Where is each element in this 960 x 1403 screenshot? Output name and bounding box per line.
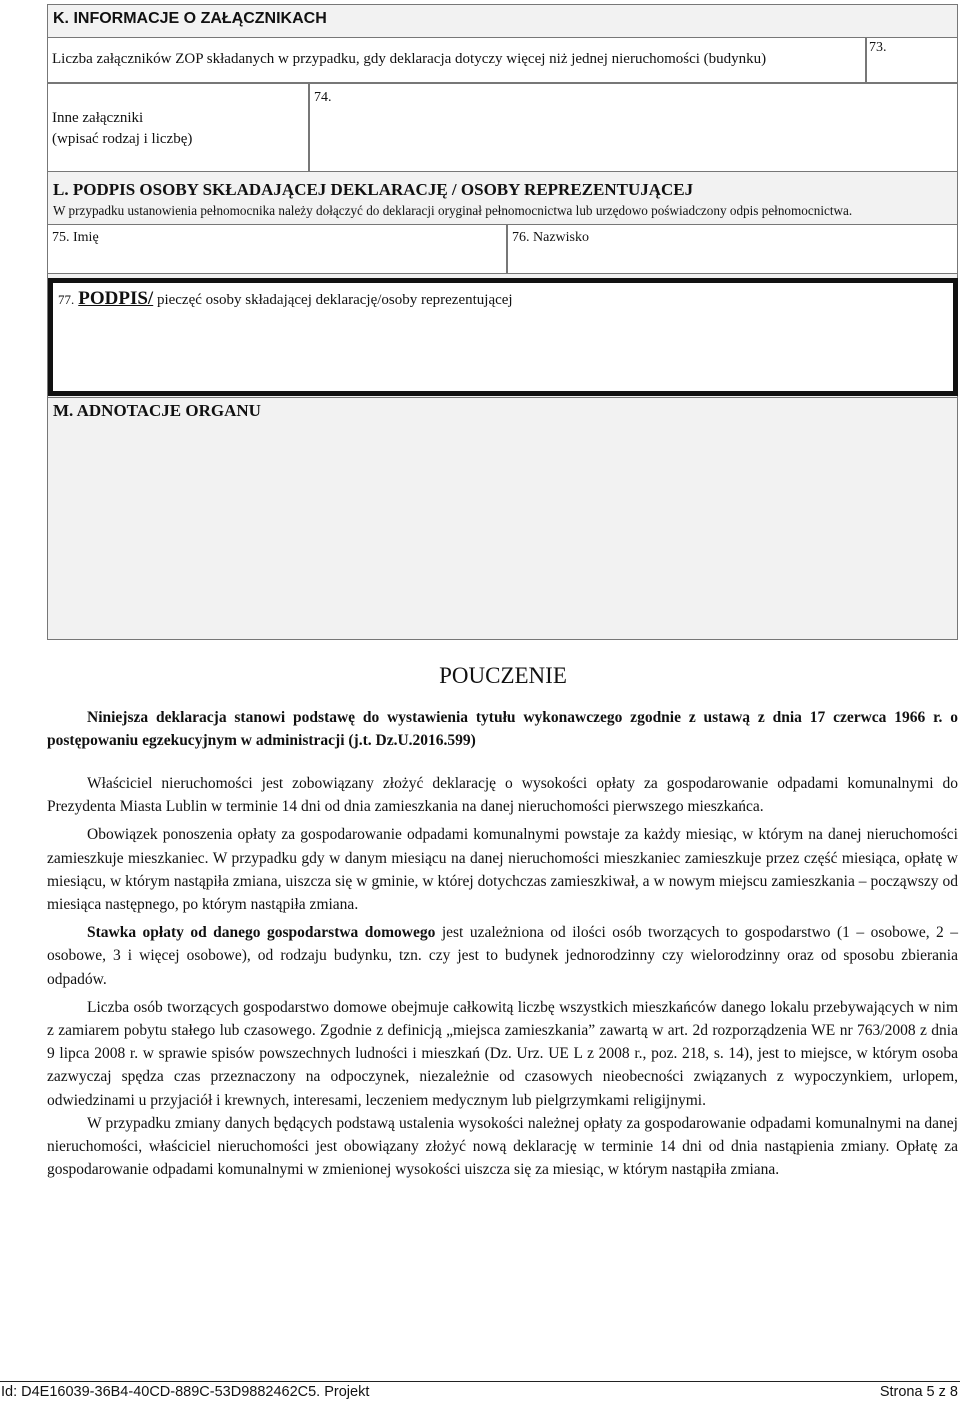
footer-page-number: Strona 5 z 8 xyxy=(879,1384,958,1400)
pouczenie-intro xyxy=(47,706,958,752)
other-attachments-label-box xyxy=(47,83,309,172)
pouczenie-paragraph-5: W przypadku zmiany danych będących podstawą ustalenia wysokości należnej opłaty za gospodarowanie odpadami komunalnymi na danej nieruchomości, właściciel nieruchomości jest obowiązany złożyć nową deklarację w terminie 14 dni od dnia nastąpienia zmiany. Opłatę za gospodarowanie odpadami komunalnymi w zmienionej wysokości uiszcza się za miesiąc, w którym nastąpiła zmiana. xyxy=(47,1114,958,1179)
field-77-number: 77. xyxy=(58,292,75,307)
field-74-number: 74. xyxy=(314,90,332,105)
pouczenie-intro-text: Niniejsza deklaracja stanowi podstawę do wystawienia tytułu wykonawczego zgodnie z ustawą z dnia 17 czerwca 1966 r. o postępowaniu egzekucyjnym w administracji (j.t. Dz.U.2016.599) xyxy=(47,709,958,750)
pouczenie-paragraph-4: Liczba osób tworzących gospodarstwo domowe obejmuje całkowitą liczbę wszystkich mieszkańców danego lokalu przebywających w nim z zamiarem pobytu stałego lub czasowego. Zgodnie z definicją „miejsca zamieszkania” zawartą w art. 2d rozporządzenia WE nr 763/2008 z dnia 9 lipca 2008 r. w sprawie spisów powszechnych ludności i mieszkań (Dz. Urz. UE L z 2008 r., poz. 218, s. 14), jest to miejsce, w którym osoba zazwyczaj spędza czas przeznaczony na odpoczynek, niezależnie od czasowych nieobecności związanych z wypoczynkiem, urlopem, odwiedzinami u przyjaciół i krewnych, interesami, leczeniem medycznym lub pielgrzymkami religijnymi. xyxy=(47,998,958,1109)
field-77-signature-word: PODPIS/ xyxy=(78,288,154,309)
footer-document-id: Id: D4E16039-36B4-40CD-889C-53D9882462C5. Projekt xyxy=(1,1384,370,1400)
field-74-box[interactable] xyxy=(309,83,958,172)
pouczenie-paragraph-3 xyxy=(47,921,958,991)
section-m-title: M. ADNOTACJE ORGANU xyxy=(53,401,261,420)
pouczenie-paragraph-3-rest: jest uzależniona od ilości osób tworzących to gospodarstwo (1 – osobowe, 2 – osobowe, 3 i więcej osobowe), od rodzaju budynku, tzn. czy jest to budynek jednorodzinny czy wielorodzinny oraz od sposobu zbierania odpadów. xyxy=(47,924,958,988)
section-l-title: L. PODPIS OSOBY SKŁADAJĄCEJ DEKLARACJĘ / OSOBY REPREZENTUJĄCEJ xyxy=(53,180,694,199)
pouczenie-paragraph-1: Właściciel nieruchomości jest zobowiązany złożyć deklarację o wysokości opłaty za gospodarowanie odpadami komunalnymi do Prezydenta Miasta Lublin w terminie 14 dni od dnia zamieszkania na danej nieruchomości pierwszego mieszkańca. xyxy=(47,775,958,816)
field-75-label: 75. Imię xyxy=(52,230,99,245)
pouczenie-heading: POUCZENIE xyxy=(439,663,567,688)
section-k-title: K. INFORMACJE O ZAŁĄCZNIKACH xyxy=(53,10,327,27)
other-attachments-label-1: Inne załączniki xyxy=(52,110,144,126)
other-attachments-label-2: (wpisać rodzaj i liczbę) xyxy=(52,131,193,147)
field-77-description: pieczęć osoby składającej deklarację/osoby reprezentującej xyxy=(153,292,513,308)
zop-label: Liczba załączników ZOP składanych w przypadku, gdy deklaracja dotyczy więcej niż jednej nieruchomości (budynku) xyxy=(52,51,767,67)
pouczenie-body xyxy=(47,772,958,1181)
field-76-label: 76. Nazwisko xyxy=(512,230,589,245)
footer-rule xyxy=(0,1381,960,1382)
pouczenie-paragraph-2: Obowiązek ponoszenia opłaty za gospodarowanie odpadami komunalnymi powstaje za każdy miesiąc, w którym na danej nieruchomości zamieszkuje mieszkaniec. W przypadku gdy w danym miesiącu na danej nieruchomości mieszkaniec zamieszkuje przez część miesiąca, opłatę w miesiącu, w którym nastąpiła zmiana, uiszcza się w gminie, w której dotychczas zamieszkiwał, a w nowym miejscu zamieszkania – począwszy od miesiąca następnego, po którym nastąpiła zmiana. xyxy=(47,826,958,914)
field-77-label xyxy=(58,288,513,310)
pouczenie-paragraph-3-bold: Stawka opłaty od danego gospodarstwa domowego xyxy=(87,924,436,942)
field-73-number: 73. xyxy=(869,40,887,55)
section-l-note: W przypadku ustanowienia pełnomocnika należy dołączyć do deklaracji oryginał pełnomocnictwa lub urzędowo poświadczony odpis pełnomocnictwa. xyxy=(53,203,853,218)
section-m xyxy=(47,397,958,640)
field-75-box[interactable] xyxy=(47,224,507,274)
